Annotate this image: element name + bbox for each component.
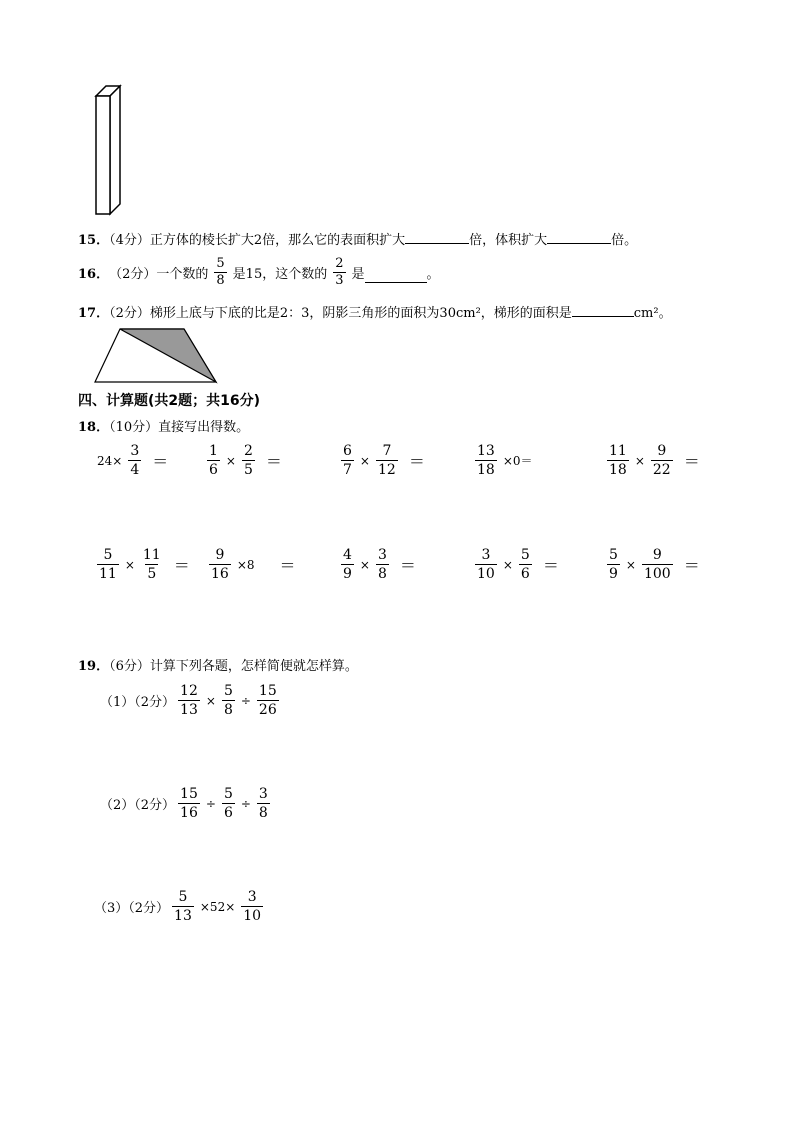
sub-question-3: （3）（2分） $\frac{5}{13}$ ×52× $\frac{3}{10}$ <box>94 889 262 924</box>
question-18 <box>78 416 249 435</box>
fraction: $\frac{6}{7}$ <box>343 443 352 478</box>
question-number: 19． <box>78 659 110 674</box>
answer-blank[interactable] <box>572 304 634 317</box>
question-text: 倍。 <box>611 233 638 248</box>
fraction: $\frac{9}{16}$ <box>211 547 229 582</box>
fraction: $\frac{2}{5}$ <box>243 443 253 478</box>
sub-question-label: （3）（2分） <box>94 901 170 916</box>
fraction: $\frac{15}{16}$ <box>180 786 198 821</box>
fraction: $\frac{5}{13}$ <box>174 889 192 924</box>
question-text: 是 <box>351 267 365 282</box>
fraction: $\frac{9}{22}$ <box>652 443 671 478</box>
question-text: 。 <box>426 267 440 282</box>
fraction: $\frac{2}{3}$ <box>335 256 344 288</box>
question-number: 16． <box>78 267 110 282</box>
fraction: $\frac{3}{4}$ <box>130 443 140 478</box>
sub-question-label: （1）（2分） <box>100 695 176 710</box>
fraction: $\frac{3}{8}$ <box>377 547 387 582</box>
expression: $\frac{1}{6}$ × $\frac{2}{5}$ ＝ <box>209 443 282 478</box>
fraction: $\frac{5}{9}$ <box>609 547 618 582</box>
question-score: （2分） <box>109 306 150 321</box>
question-text: 一个数的 <box>156 267 209 282</box>
question-17 <box>78 302 672 321</box>
fraction: $\frac{4}{9}$ <box>343 547 352 582</box>
question-text: 计算下列各题，怎样简便就怎样算。 <box>149 659 358 674</box>
answer-blank[interactable] <box>365 270 427 283</box>
question-text: 倍，体积扩大 <box>469 233 548 248</box>
question-text: 正方体的棱长扩大2倍，那么它的表面积扩大 <box>149 233 406 248</box>
fraction: $\frac{13}{18}$ <box>477 443 495 478</box>
expression: $\frac{5}{11}$ × $\frac{11}{5}$ ＝ <box>99 547 190 582</box>
question-16 <box>78 256 440 289</box>
fraction: $\frac{1}{6}$ <box>209 443 218 478</box>
expression: 24× $\frac{3}{4}$ ＝ <box>97 443 169 478</box>
question-text: 直接写出得数。 <box>158 420 250 435</box>
fraction: $\frac{7}{12}$ <box>377 443 396 478</box>
question-number: 17． <box>78 306 110 321</box>
question-score: （4分） <box>109 233 150 248</box>
expression: $\frac{9}{16}$ ×8 ＝ <box>211 547 296 582</box>
fraction: $\frac{5}{8}$ <box>216 256 225 288</box>
sub-question-label: （2）（2分） <box>100 798 176 813</box>
question-score: （6分） <box>109 659 150 674</box>
answer-blank[interactable] <box>547 231 611 244</box>
prism-figure <box>90 80 130 220</box>
expression: $\frac{13}{18}$ ×0＝ <box>477 443 533 478</box>
question-number: 18． <box>78 420 110 435</box>
fraction: $\frac{12}{13}$ <box>180 683 198 718</box>
fraction: $\frac{5}{6}$ <box>520 547 530 582</box>
question-19 <box>78 655 358 674</box>
fraction: $\frac{15}{26}$ <box>258 683 277 718</box>
fraction: $\frac{5}{8}$ <box>223 683 233 718</box>
question-text: cm²。 <box>633 306 672 321</box>
question-15 <box>78 229 637 248</box>
fraction: $\frac{11}{18}$ <box>609 443 627 478</box>
expression: $\frac{3}{10}$ × $\frac{5}{6}$ ＝ <box>477 547 559 582</box>
sub-question-1: （1）（2分） $\frac{12}{13}$ × $\frac{5}{8}$ ÷ $\frac{15}{26}$ <box>100 683 277 718</box>
fraction: $\frac{9}{100}$ <box>643 547 671 582</box>
sub-question-2: （2）（2分） $\frac{15}{16}$ ÷ $\frac{5}{6}$ ÷ $\frac{3}{8}$ <box>100 786 268 821</box>
fraction: $\frac{3}{10}$ <box>477 547 495 582</box>
fraction: $\frac{5}{11}$ <box>99 547 117 582</box>
section-heading: 四、计算题(共2题；共16分) <box>78 393 261 409</box>
question-score: （10分） <box>109 420 159 435</box>
question-number: 15． <box>78 233 110 248</box>
trapezoid-figure <box>92 327 222 385</box>
answer-blank[interactable] <box>405 231 469 244</box>
fraction: $\frac{5}{6}$ <box>223 786 233 821</box>
question-text: 是15，这个数的 <box>232 267 328 282</box>
expression: $\frac{11}{18}$ × $\frac{9}{22}$ ＝ <box>609 443 700 478</box>
expression: $\frac{4}{9}$ × $\frac{3}{8}$ ＝ <box>343 547 416 582</box>
fraction: $\frac{11}{5}$ <box>142 547 161 582</box>
question-score: （2分） <box>109 267 157 282</box>
question-text: 梯形上底与下底的比是2：3，阴影三角形的面积为30cm²，梯形的面积是 <box>149 306 572 321</box>
fraction: $\frac{3}{10}$ <box>243 889 262 924</box>
expression: $\frac{5}{9}$ × $\frac{9}{100}$ ＝ <box>609 547 700 582</box>
expression: $\frac{6}{7}$ × $\frac{7}{12}$ ＝ <box>343 443 425 478</box>
fraction: $\frac{3}{8}$ <box>258 786 268 821</box>
